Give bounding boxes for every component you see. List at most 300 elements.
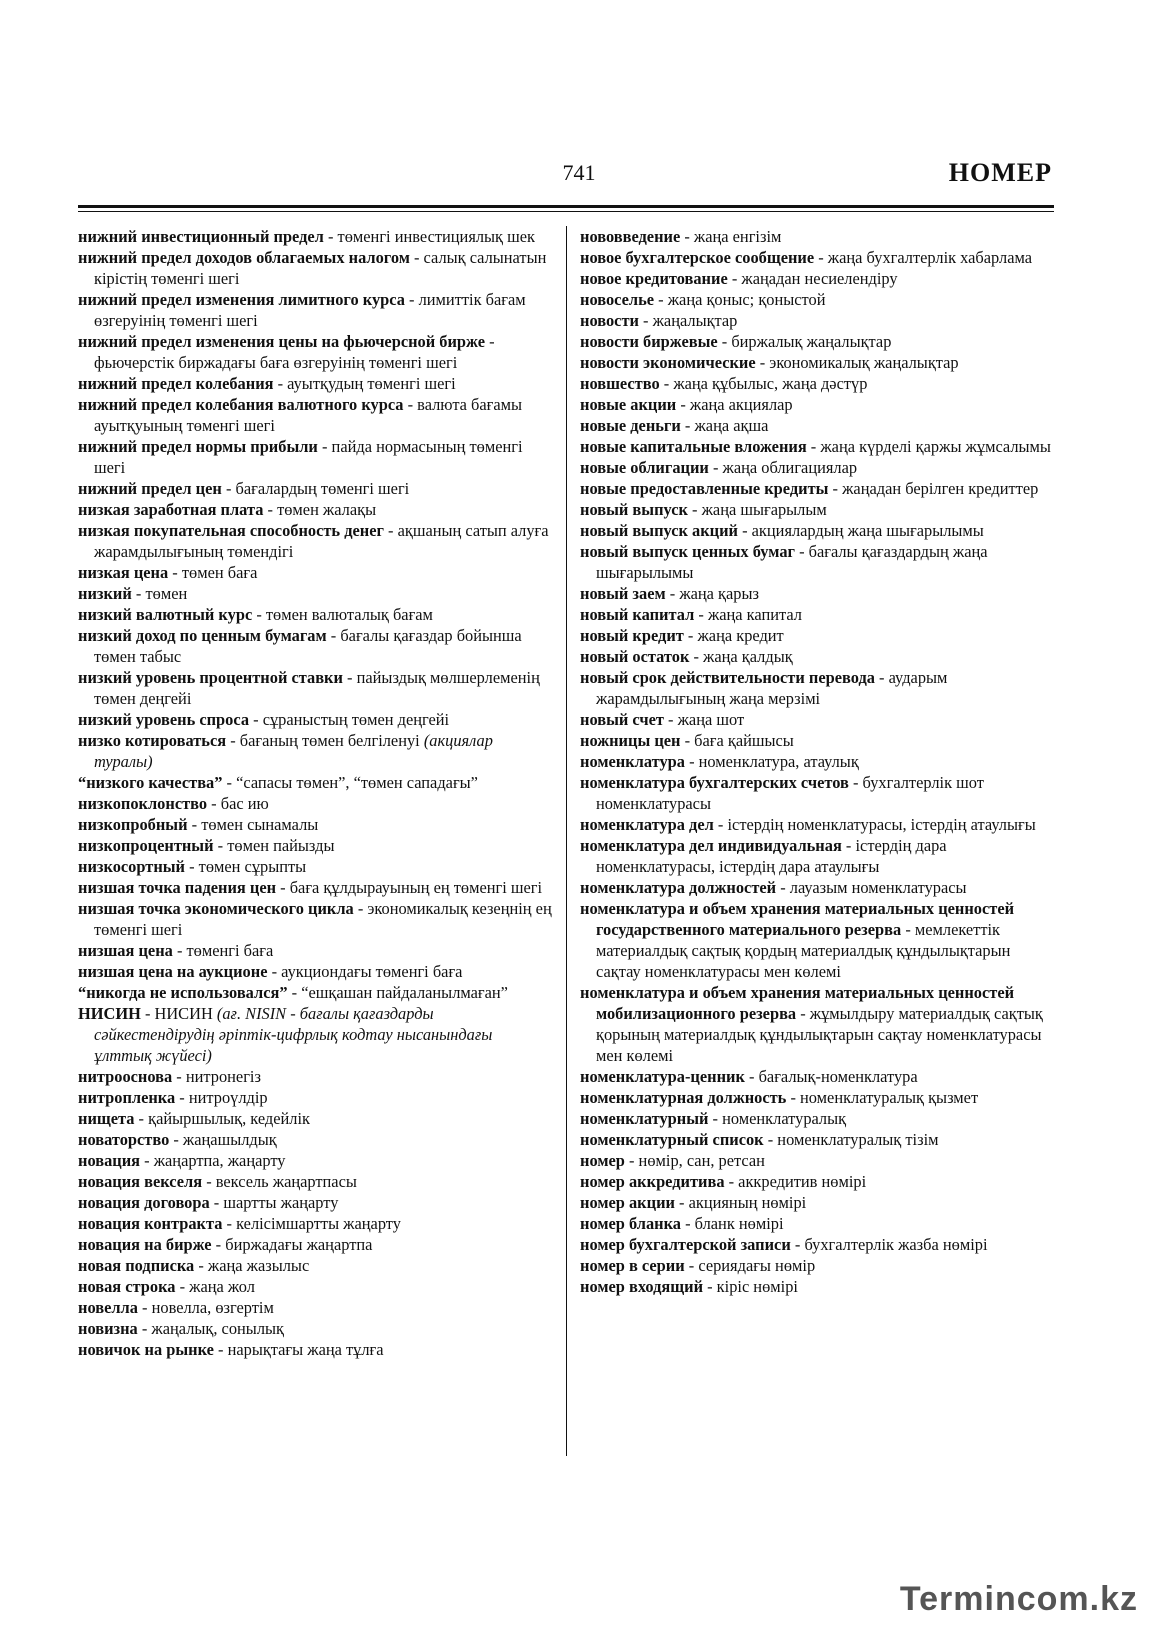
entry-headword: номер бухгалтерской записи bbox=[580, 1235, 791, 1254]
dictionary-entry bbox=[580, 247, 1054, 268]
entry-separator: - bbox=[287, 983, 302, 1002]
entry-definition: лауазым номенклатурасы bbox=[789, 878, 967, 897]
dictionary-entry bbox=[78, 583, 554, 604]
dictionary-entry bbox=[78, 1171, 554, 1192]
dictionary-entry bbox=[78, 1213, 554, 1234]
entry-definition: істердің номенклатурасы, істердің атаулығы bbox=[727, 815, 1036, 834]
entry-definition: төмен жалақы bbox=[277, 500, 377, 519]
entry-separator: - bbox=[169, 1130, 183, 1149]
dictionary-entry bbox=[580, 352, 1054, 373]
entry-headword: новация на бирже bbox=[78, 1235, 212, 1254]
entry-separator: - bbox=[326, 626, 341, 645]
dictionary-entry bbox=[78, 730, 554, 772]
dictionary-entry bbox=[78, 1087, 554, 1108]
entry-headword: номенклатура бухгалтерских счетов bbox=[580, 773, 849, 792]
entry-definition: бағалы қағаздар бойынша төмен табыс bbox=[94, 626, 522, 666]
entry-separator: - bbox=[383, 521, 398, 540]
entry-definition: жаңа ақша bbox=[694, 416, 769, 435]
entry-definition: экономикалық кезеңнің ең төменгі шегі bbox=[94, 899, 552, 939]
entry-headword: новация контракта bbox=[78, 1214, 223, 1233]
dictionary-entry bbox=[580, 541, 1054, 583]
entry-separator: - bbox=[624, 1151, 639, 1170]
dictionary-entry bbox=[78, 940, 554, 961]
entry-definition: номенклатуралық bbox=[722, 1109, 847, 1128]
entry-headword: низкий доход по ценным бумагам bbox=[78, 626, 327, 645]
entry-headword: новости экономические bbox=[580, 353, 756, 372]
header-rule-thin bbox=[78, 211, 1054, 212]
entry-headword: новизна bbox=[78, 1319, 138, 1338]
entry-definition: аукциондағы төменгі баға bbox=[281, 962, 463, 981]
entry-headword: нижний инвестиционный предел bbox=[78, 227, 324, 246]
entry-definition: бухгалтерлік жазба нөмірі bbox=[804, 1235, 988, 1254]
entry-definition: ақшаның сатып алуға жарамдылығының төмендігі bbox=[94, 521, 549, 561]
dictionary-entry bbox=[78, 814, 554, 835]
entry-separator: - bbox=[211, 1235, 226, 1254]
entry-definition: жаңа күрделі қаржы жұмсалымы bbox=[820, 437, 1051, 456]
entry-separator: - bbox=[342, 668, 357, 687]
entry-headword: низкопроцентный bbox=[78, 836, 214, 855]
entry-headword: низкопоклонство bbox=[78, 794, 208, 813]
entry-definition: аккредитив нөмірі bbox=[738, 1172, 867, 1191]
entry-definition: бағалардың төменгі шегі bbox=[235, 479, 410, 498]
entry-headword: новация bbox=[78, 1151, 141, 1170]
dictionary-entry bbox=[78, 1129, 554, 1150]
entry-headword: низшая точка экономического цикла bbox=[78, 899, 354, 918]
entry-definition: төмен пайызды bbox=[227, 836, 335, 855]
entry-headword: номенклатура bbox=[580, 752, 685, 771]
entry-separator: - bbox=[659, 374, 674, 393]
entry-separator: - bbox=[681, 1214, 695, 1233]
entry-headword: низкий валютный курс bbox=[78, 605, 253, 624]
dictionary-entry bbox=[78, 793, 554, 814]
entry-separator: - bbox=[273, 374, 288, 393]
entry-headword: нововведение bbox=[580, 227, 681, 246]
dictionary-entry bbox=[78, 709, 554, 730]
dictionary-entry bbox=[580, 1171, 1054, 1192]
dictionary-entry bbox=[580, 436, 1054, 457]
entry-definition: жаңа бухгалтерлік хабарлама bbox=[827, 248, 1033, 267]
entry-separator: - bbox=[713, 815, 728, 834]
entry-headword: номенклатура дел индивидуальная bbox=[580, 836, 842, 855]
entry-definition: жаңа шығарылым bbox=[701, 500, 827, 519]
entry-definition: мемлекеттік материалдық сақтық қордың материалдық құндылықтарын сақтау номенклатурасы мен көлемі bbox=[596, 920, 1011, 981]
entry-separator: - bbox=[172, 1067, 186, 1086]
entry-definition: жұмылдыру материалдық сақтық қорының материалдық құндылықтарын сақтау номенклатурасы мен көлемі bbox=[596, 1004, 1043, 1065]
entry-separator: - bbox=[680, 227, 694, 246]
entry-headword: номер акции bbox=[580, 1193, 675, 1212]
entry-definition: істердің дара номенклатурасы, істердің дара атаулығы bbox=[596, 836, 947, 876]
dictionary-entry bbox=[580, 1255, 1054, 1276]
entry-headword: низкий уровень процентной ставки bbox=[78, 668, 343, 687]
entry-separator: - bbox=[796, 1004, 810, 1023]
header-rule bbox=[78, 205, 1054, 208]
entry-headword: НИСИН bbox=[78, 1004, 141, 1023]
entry-separator: - bbox=[703, 1277, 717, 1296]
entry-definition: төмен сынамалы bbox=[201, 815, 319, 834]
dictionary-entry bbox=[580, 625, 1054, 646]
entry-definition: фьючерстік биржадағы баға өзгеруінің төменгі шегі bbox=[94, 353, 458, 372]
entry-definition: жаңалықтар bbox=[652, 311, 738, 330]
entry-definition: төмен сұрыпты bbox=[198, 857, 307, 876]
entry-definition: жаңа акциялар bbox=[689, 395, 793, 414]
entry-definition: бағалық-номенклатура bbox=[758, 1067, 918, 1086]
dictionary-entry bbox=[580, 604, 1054, 625]
entry-separator: - bbox=[134, 1109, 149, 1128]
entry-separator: - bbox=[665, 584, 680, 603]
entry-definition: жаңа қалдық bbox=[703, 647, 793, 666]
dictionary-entry bbox=[580, 667, 1054, 709]
entry-headword: нижний предел цен bbox=[78, 479, 222, 498]
entry-separator: - bbox=[683, 626, 698, 645]
dictionary-entry bbox=[580, 289, 1054, 310]
entry-separator: - bbox=[249, 710, 263, 729]
entry-headword: новое кредитование bbox=[580, 269, 728, 288]
dictionary-entry bbox=[580, 835, 1054, 877]
dictionary-entry bbox=[78, 772, 554, 793]
entry-definition: төмен баға bbox=[181, 563, 258, 582]
entry-definition: жаңа облигациялар bbox=[722, 458, 858, 477]
entry-definition: нөмір, сан, ретсан bbox=[638, 1151, 765, 1170]
dictionary-entry bbox=[78, 247, 554, 289]
dictionary-entry bbox=[580, 730, 1054, 751]
entry-definition: бланк нөмірі bbox=[694, 1214, 784, 1233]
entry-separator: - bbox=[687, 500, 702, 519]
entry-separator: - bbox=[403, 395, 418, 414]
entry-headword: новая подписка bbox=[78, 1256, 195, 1275]
entry-separator: - bbox=[140, 1004, 155, 1023]
entry-note: (ағ. NISIN - бағалы қағаздарды сәйкестендірудің әріптік-цифрлық кодтау нысанындағы ұлттық жүйесі) bbox=[94, 1004, 493, 1065]
entry-headword: нижний предел доходов облагаемых налогом bbox=[78, 248, 410, 267]
entry-separator: - bbox=[404, 290, 419, 309]
entry-headword: новичок на рынке bbox=[78, 1340, 214, 1359]
entry-separator: - bbox=[848, 773, 863, 792]
entry-headword: нищета bbox=[78, 1109, 135, 1128]
entry-separator: - bbox=[484, 332, 495, 351]
entry-headword: новшество bbox=[580, 374, 660, 393]
entry-separator: - bbox=[708, 1109, 723, 1128]
entry-separator: - bbox=[676, 395, 690, 414]
entry-headword: номенклатура дел bbox=[580, 815, 714, 834]
dictionary-entry bbox=[78, 562, 554, 583]
entry-definition: акцияның нөмірі bbox=[688, 1193, 807, 1212]
entry-separator: - bbox=[226, 731, 240, 750]
entry-separator: - bbox=[202, 1172, 216, 1191]
dictionary-entry bbox=[78, 1003, 554, 1066]
entry-separator: - bbox=[717, 332, 732, 351]
entry-separator: - bbox=[680, 416, 695, 435]
dictionary-entry bbox=[78, 499, 554, 520]
dictionary-entry bbox=[580, 520, 1054, 541]
entry-separator: - bbox=[222, 1214, 237, 1233]
entry-separator: - bbox=[194, 1256, 208, 1275]
entry-definition: пайыздық мөлшерлеменің төмен деңгейі bbox=[94, 668, 540, 708]
dictionary-entry bbox=[78, 394, 554, 436]
dictionary-entry bbox=[78, 625, 554, 667]
entry-headword: новые капитальные вложения bbox=[580, 437, 807, 456]
right-column bbox=[580, 226, 1054, 1297]
entry-separator: - bbox=[213, 836, 228, 855]
dictionary-entry bbox=[580, 457, 1054, 478]
dictionary-entry bbox=[78, 1276, 554, 1297]
entry-definition: “ешқашан пайдаланылмаған” bbox=[301, 983, 508, 1002]
entry-definition: жаңадан берілген кредиттер bbox=[842, 479, 1039, 498]
entry-separator: - bbox=[175, 1088, 189, 1107]
entry-headword: низко котироваться bbox=[78, 731, 227, 750]
dictionary-entry bbox=[78, 289, 554, 331]
dictionary-entry bbox=[78, 877, 554, 898]
dictionary-entry bbox=[580, 1129, 1054, 1150]
dictionary-entry bbox=[78, 961, 554, 982]
dictionary-entry bbox=[580, 583, 1054, 604]
entry-separator: - bbox=[901, 920, 915, 939]
entry-definition: баға қайшысы bbox=[694, 731, 794, 750]
entry-definition: төменгі инвестициялық шек bbox=[337, 227, 535, 246]
entry-separator: - bbox=[213, 1340, 228, 1359]
entry-definition: валюта бағамы ауытқуының төменгі шегі bbox=[94, 395, 523, 435]
entry-separator: - bbox=[674, 1193, 689, 1212]
entry-separator: - bbox=[222, 773, 237, 792]
entry-headword: номенклатурный bbox=[580, 1109, 709, 1128]
entry-definition: бағаның төмен белгіленуі bbox=[239, 731, 424, 750]
entry-headword: нижний предел колебания bbox=[78, 374, 274, 393]
dictionary-entry bbox=[78, 856, 554, 877]
dictionary-entry bbox=[580, 1213, 1054, 1234]
dictionary-entry bbox=[580, 310, 1054, 331]
dictionary-entry bbox=[580, 646, 1054, 667]
entry-headword: новый заем bbox=[580, 584, 666, 603]
entry-separator: - bbox=[140, 1151, 154, 1170]
entry-headword: нижний предел изменения лимитного курса bbox=[78, 290, 405, 309]
dictionary-entry bbox=[78, 1192, 554, 1213]
entry-separator: - bbox=[814, 248, 828, 267]
entry-headword: номер входящий bbox=[580, 1277, 704, 1296]
dictionary-entry bbox=[580, 226, 1054, 247]
dictionary-entry bbox=[78, 520, 554, 562]
entry-separator: - bbox=[828, 479, 843, 498]
entry-headword: номер bbox=[580, 1151, 625, 1170]
entry-headword: номер в серии bbox=[580, 1256, 685, 1275]
entry-separator: - bbox=[276, 878, 290, 897]
entry-separator: - bbox=[724, 1172, 739, 1191]
entry-separator: - bbox=[684, 752, 699, 771]
entry-headword: нижний предел нормы прибыли bbox=[78, 437, 318, 456]
entry-definition: салық салынатын кірістің төменгі шегі bbox=[94, 248, 547, 288]
entry-headword: новелла bbox=[78, 1298, 138, 1317]
entry-headword: новые акции bbox=[580, 395, 677, 414]
entry-separator: - bbox=[137, 1298, 152, 1317]
entry-headword: новые деньги bbox=[580, 416, 681, 435]
entry-definition: жаңадан несиелендіру bbox=[741, 269, 898, 288]
entry-headword: номер аккредитива bbox=[580, 1172, 725, 1191]
entry-headword: новый срок действительности перевода bbox=[580, 668, 875, 687]
dictionary-entry bbox=[78, 1150, 554, 1171]
entry-headword: низкосортный bbox=[78, 857, 186, 876]
entry-definition: ауытқудың төменгі шегі bbox=[287, 374, 456, 393]
watermark-logo: Termincom.kz bbox=[899, 1580, 1138, 1618]
entry-definition: пайда нормасының төменгі шегі bbox=[94, 437, 523, 477]
entry-separator: - bbox=[708, 458, 723, 477]
entry-headword: новое бухгалтерское сообщение bbox=[580, 248, 815, 267]
dictionary-entry bbox=[580, 268, 1054, 289]
dictionary-entry bbox=[580, 1234, 1054, 1255]
dictionary-entry bbox=[580, 415, 1054, 436]
entry-definition: шартты жаңарту bbox=[223, 1193, 339, 1212]
dictionary-entry bbox=[580, 1087, 1054, 1108]
dictionary-entry bbox=[580, 982, 1054, 1066]
entry-headword: новые облигации bbox=[580, 458, 709, 477]
dictionary-entry bbox=[580, 499, 1054, 520]
entry-definition: келісімшартты жаңарту bbox=[236, 1214, 401, 1233]
entry-headword: новый остаток bbox=[580, 647, 690, 666]
entry-separator: - bbox=[137, 1319, 152, 1338]
entry-definition: нитроүлдір bbox=[188, 1088, 268, 1107]
entry-separator: - bbox=[744, 1067, 759, 1086]
entry-definition: сұраныстың төмен деңгейі bbox=[262, 710, 450, 729]
entry-headword: номер бланка bbox=[580, 1214, 681, 1233]
entry-separator: - bbox=[187, 815, 202, 834]
dictionary-entry bbox=[580, 751, 1054, 772]
entry-headword: номенклатурный список bbox=[580, 1130, 764, 1149]
entry-headword: номенклатура и объем хранения материальных ценностей государственного материального резерва bbox=[580, 899, 1015, 939]
left-column bbox=[78, 226, 554, 1360]
dictionary-entry bbox=[78, 982, 554, 1003]
entry-headword: новоселье bbox=[580, 290, 655, 309]
dictionary-entry bbox=[580, 709, 1054, 730]
entry-separator: - bbox=[680, 731, 695, 750]
entry-definition: бас ию bbox=[220, 794, 269, 813]
entry-separator: - bbox=[221, 479, 236, 498]
entry-headword: номенклатурная должность bbox=[580, 1088, 787, 1107]
entry-definition: нитронегіз bbox=[185, 1067, 261, 1086]
entry-headword: новости bbox=[580, 311, 639, 330]
entry-definition: жаңа капитал bbox=[707, 605, 802, 624]
entry-separator: - bbox=[409, 248, 424, 267]
entry-separator: - bbox=[263, 500, 278, 519]
entry-definition: лимиттік бағам өзгеруінің төменгі шегі bbox=[94, 290, 526, 330]
entry-headword: “никогда не использовался” bbox=[78, 983, 288, 1002]
entry-headword: новация векселя bbox=[78, 1172, 203, 1191]
entry-definition: жаңартпа, жаңарту bbox=[153, 1151, 286, 1170]
entry-headword: новаторство bbox=[78, 1130, 170, 1149]
entry-separator: - bbox=[185, 857, 199, 876]
entry-definition: баға құлдырауының ең төменгі шегі bbox=[289, 878, 543, 897]
dictionary-entry bbox=[78, 1339, 554, 1360]
entry-definition: бухгалтерлік шот номенклатурасы bbox=[596, 773, 984, 813]
entry-separator: - bbox=[353, 899, 368, 918]
entry-definition: жаңа енгізім bbox=[693, 227, 782, 246]
entry-headword: новый капитал bbox=[580, 605, 695, 624]
entry-headword: низкая заработная плата bbox=[78, 500, 264, 519]
dictionary-entry bbox=[78, 898, 554, 940]
dictionary-entry bbox=[580, 772, 1054, 814]
page-number: 741 bbox=[562, 160, 596, 185]
dictionary-entry bbox=[580, 1066, 1054, 1087]
dictionary-entry bbox=[78, 1108, 554, 1129]
entry-headword: низшая точка падения цен bbox=[78, 878, 277, 897]
entry-headword: новая строка bbox=[78, 1277, 176, 1296]
entry-separator: - bbox=[794, 542, 809, 561]
entry-headword: низкая покупательная способность денег bbox=[78, 521, 384, 540]
entry-headword: новый выпуск ценных бумаг bbox=[580, 542, 795, 561]
entry-definition: жаңа қоныс; қоныстой bbox=[667, 290, 826, 309]
dictionary-entry bbox=[580, 373, 1054, 394]
entry-definition: биржалық жаңалықтар bbox=[731, 332, 892, 351]
entry-note: (акциялар туралы) bbox=[94, 731, 493, 771]
entry-separator: - bbox=[776, 878, 790, 897]
entry-separator: - bbox=[763, 1130, 778, 1149]
entry-separator: - bbox=[175, 1277, 190, 1296]
entry-definition: “сапасы төмен”, “төмен сападағы” bbox=[236, 773, 478, 792]
entry-definition: жаңа қарыз bbox=[679, 584, 759, 603]
entry-separator: - bbox=[755, 353, 770, 372]
dictionary-entry bbox=[78, 373, 554, 394]
entry-separator: - bbox=[638, 311, 653, 330]
dictionary-entry bbox=[580, 814, 1054, 835]
entry-headword: низкий уровень спроса bbox=[78, 710, 250, 729]
entry-headword: новые предоставленные кредиты bbox=[580, 479, 829, 498]
entry-definition: төмен bbox=[145, 584, 188, 603]
dictionary-entry bbox=[78, 1255, 554, 1276]
dictionary-entry bbox=[78, 835, 554, 856]
entry-definition: нарықтағы жаңа тұлға bbox=[227, 1340, 384, 1359]
entry-headword: ножницы цен bbox=[580, 731, 681, 750]
entry-headword: низшая цена bbox=[78, 941, 173, 960]
entry-headword: низкая цена bbox=[78, 563, 169, 582]
dictionary-entry bbox=[580, 331, 1054, 352]
entry-headword: номенклатура должностей bbox=[580, 878, 777, 897]
entry-separator: - bbox=[267, 962, 282, 981]
dictionary-entry bbox=[78, 1318, 554, 1339]
entry-definition: төмен валюталық бағам bbox=[265, 605, 433, 624]
entry-definition: экономикалық жаңалықтар bbox=[769, 353, 959, 372]
entry-definition: новелла, өзгертім bbox=[151, 1298, 274, 1317]
entry-headword: низкий bbox=[78, 584, 132, 603]
entry-separator: - bbox=[684, 1256, 699, 1275]
entry-definition: номенклатура, атаулық bbox=[698, 752, 859, 771]
entry-headword: низшая цена на аукционе bbox=[78, 962, 268, 981]
dictionary-entry bbox=[78, 226, 554, 247]
entry-definition: номенклатуралық қызмет bbox=[800, 1088, 979, 1107]
dictionary-entry bbox=[78, 436, 554, 478]
entry-definition: жаңашылдық bbox=[182, 1130, 277, 1149]
column-divider bbox=[566, 226, 567, 1456]
dictionary-entry bbox=[580, 1192, 1054, 1213]
dictionary-entry bbox=[78, 1066, 554, 1087]
entry-headword: “низкого качества” bbox=[78, 773, 223, 792]
entry-headword: нитрооснова bbox=[78, 1067, 173, 1086]
entry-separator: - bbox=[786, 1088, 801, 1107]
entry-definition: жаңа жазылыс bbox=[207, 1256, 310, 1275]
entry-headword: низкопробный bbox=[78, 815, 188, 834]
dictionary-entry bbox=[78, 331, 554, 373]
entry-headword: нитропленка bbox=[78, 1088, 176, 1107]
dictionary-entry bbox=[580, 1108, 1054, 1129]
entry-separator: - bbox=[727, 269, 742, 288]
entry-separator: - bbox=[323, 227, 338, 246]
entry-headword: новый счет bbox=[580, 710, 664, 729]
entry-definition: бағалы қағаздардың жаңа шығарылымы bbox=[596, 542, 988, 582]
entry-definition: жаңа кредит bbox=[697, 626, 784, 645]
entry-separator: - bbox=[790, 1235, 805, 1254]
entry-separator: - bbox=[738, 521, 752, 540]
entry-separator: - bbox=[252, 605, 266, 624]
entry-headword: нижний предел колебания валютного курса bbox=[78, 395, 404, 414]
entry-headword: номенклатура-ценник bbox=[580, 1067, 745, 1086]
entry-separator: - bbox=[689, 647, 704, 666]
entry-definition: жаңа шот bbox=[677, 710, 745, 729]
dictionary-entry bbox=[580, 394, 1054, 415]
entry-separator: - bbox=[841, 836, 856, 855]
